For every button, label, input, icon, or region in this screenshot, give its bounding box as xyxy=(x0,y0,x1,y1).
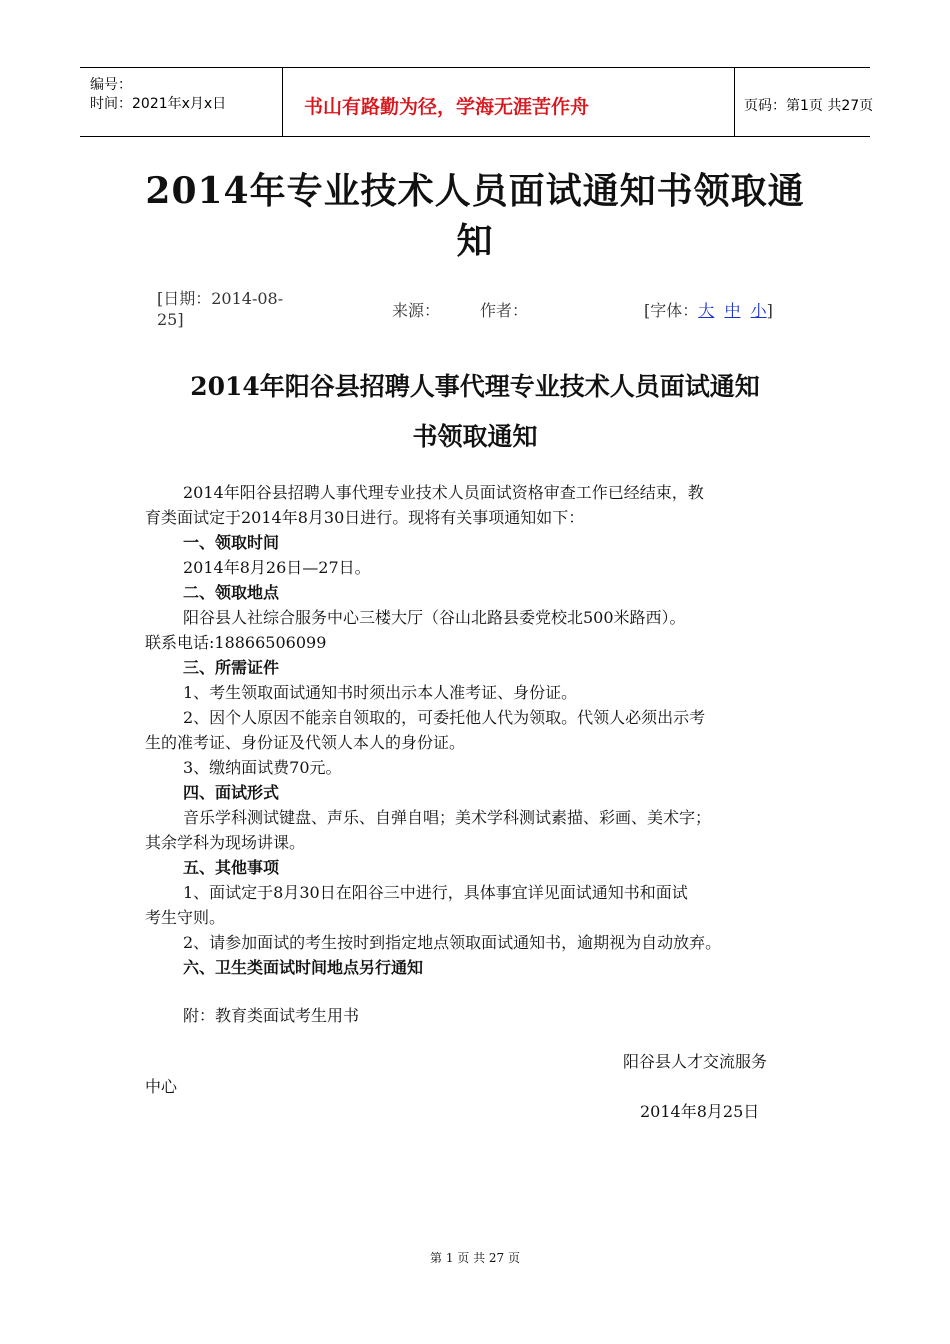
page-footer: 第 1 页 共 27 页 xyxy=(430,1251,520,1265)
signature-date: 2014年8月25日 xyxy=(640,1102,760,1121)
section-heading-6: 六、卫生类面试时间地点另行通知 xyxy=(183,958,424,977)
font-medium-link[interactable]: 中 xyxy=(724,301,741,320)
font-size-close: ] xyxy=(766,301,773,320)
date-line1: [日期：2014-08- xyxy=(157,289,284,308)
section-3-item-1: 1、考生领取面试通知书时须出示本人准考证、身份证。 xyxy=(183,683,578,702)
document-header xyxy=(80,67,874,137)
section-4-text-a: 音乐学科测试键盘、声乐、自弹自唱；美术学科测试素描、彩画、美术字； xyxy=(183,808,712,827)
font-small-link[interactable]: 小 xyxy=(750,301,767,320)
font-size-selector xyxy=(644,298,773,321)
time-label: 时间：2021年x月x日 xyxy=(90,96,227,112)
signature-line1: 阳谷县人才交流服务 xyxy=(623,1052,768,1071)
header-motto-cell xyxy=(282,68,735,136)
section-3-item-3: 3、缴纳面试费70元。 xyxy=(183,758,342,777)
section-2-phone: 联系电话:18866506099 xyxy=(145,633,327,652)
section-5-item-1a: 1、面试定于8月30日在阳谷三中进行，具体事宜详见面试通知书和面试 xyxy=(183,883,688,902)
section-3-item-2b: 生的准考证、身份证及代领人本人的身份证。 xyxy=(145,733,466,752)
section-1-text: 2014年8月26日—27日。 xyxy=(183,558,371,577)
header-page-cell xyxy=(734,68,874,136)
section-5-item-1b: 考生守则。 xyxy=(145,908,226,927)
motto-text: 书山有路勤为径，学海无涯苦作舟 xyxy=(304,96,590,118)
article-title-line2: 书领取通知 xyxy=(412,422,538,451)
font-large-link[interactable]: 大 xyxy=(698,301,715,320)
doc-title-line1: 2014年专业技术人员面试通知书领取通 xyxy=(145,170,805,212)
header-info-cell xyxy=(80,68,283,136)
date-line2: 25] xyxy=(157,310,184,329)
section-heading-2: 二、领取地点 xyxy=(183,583,280,602)
source-label: 来源： xyxy=(392,301,441,320)
section-heading-5: 五、其他事项 xyxy=(183,858,280,877)
section-5-item-2: 2、请参加面试的考生按时到指定地点领取面试通知书，逾期视为自动放弃。 xyxy=(183,933,722,952)
section-heading-4: 四、面试形式 xyxy=(183,783,280,802)
article-title-line1: 2014年阳谷县招聘人事代理专业技术人员面试通知 xyxy=(190,372,760,401)
intro-line1: 2014年阳谷县招聘人事代理专业技术人员面试资格审查工作已经结束，教 xyxy=(183,483,704,502)
section-heading-1: 一、领取时间 xyxy=(183,533,280,552)
font-size-label: [字体： xyxy=(644,301,699,320)
intro-line2: 育类面试定于2014年8月30日进行。现将有关事项通知如下： xyxy=(145,508,585,527)
section-4-text-b: 其余学科为现场讲课。 xyxy=(145,833,306,852)
attachment-note: 附：教育类面试考生用书 xyxy=(183,1006,360,1025)
page-info: 页码：第1页 共27页 xyxy=(744,98,874,114)
section-heading-3: 三、所需证件 xyxy=(183,658,280,677)
serial-label: 编号： xyxy=(90,77,132,93)
section-3-item-2a: 2、因个人原因不能亲自领取的，可委托他人代为领取。代领人必须出示考 xyxy=(183,708,706,727)
author-label: 作者： xyxy=(480,301,529,320)
doc-title-line2: 知 xyxy=(456,220,494,262)
signature-line2: 中心 xyxy=(145,1077,178,1096)
section-2-address: 阳谷县人社综合服务中心三楼大厅（谷山北路县委党校北500米路西）。 xyxy=(183,608,686,627)
